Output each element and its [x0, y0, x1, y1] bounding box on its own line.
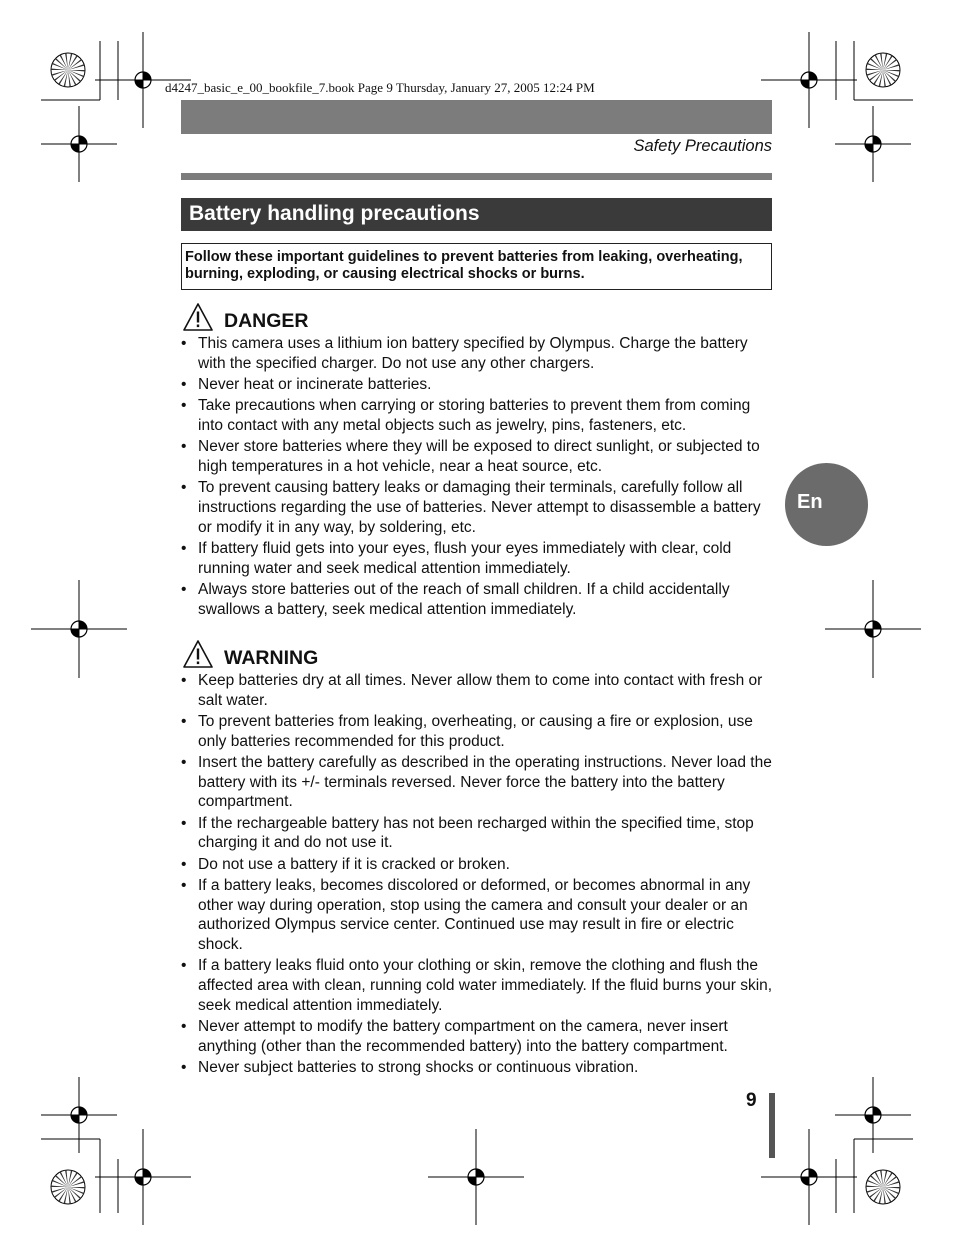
danger-list-item: [181, 396, 777, 435]
intro-box: [181, 243, 772, 290]
registration-mark: [873, 136, 881, 144]
warning-list-item: [181, 671, 777, 710]
danger-list-item: [181, 375, 777, 395]
warning-list-item: [181, 814, 777, 853]
warning-item-text: If a battery leaks fluid onto your clothing or skin, remove the clothing and flush the affected area with clean, running cold water immediately. If the fluid burns your skin, seek medical attention immediately.: [198, 957, 773, 1014]
bullet: •: [181, 438, 187, 456]
registration-mark: [476, 1169, 484, 1177]
language-tab-label: En: [797, 491, 823, 513]
bullet: •: [181, 397, 187, 415]
page-title: Battery handling precautions: [189, 202, 480, 225]
bullet: •: [181, 1059, 187, 1077]
warning-list-item: [181, 876, 777, 955]
registration-mark: [135, 1177, 143, 1185]
section-name: Safety Precautions: [633, 137, 772, 155]
bullet: •: [181, 335, 187, 352]
danger-list: [181, 334, 777, 621]
registration-mark: [873, 1107, 881, 1115]
registration-mark: [865, 1115, 873, 1123]
warning-item-text: If a battery leaks, becomes discolored or deformed, or becomes abnormal in any other way during operation, stop using the camera and consult your dealer or an authorized Olympus service center. Continued use may result in fire or electric shock.: [198, 877, 751, 954]
danger-list-item: [181, 539, 777, 578]
bullet: •: [181, 479, 187, 497]
registration-mark: [79, 136, 87, 144]
divider-bar: [181, 173, 772, 180]
page-number: 9: [746, 1090, 757, 1111]
warning-list-item: [181, 855, 777, 875]
warning-item-text: To prevent batteries from leaking, overheating, or causing a fire or explosion, use only batteries recommended for this product.: [198, 713, 753, 750]
warning-item-text: Never subject batteries to strong shocks or continuous vibration.: [198, 1059, 639, 1077]
registration-mark: [468, 1177, 476, 1185]
bullet: •: [181, 855, 187, 873]
registration-mark: [71, 629, 79, 637]
registration-mark: [801, 1177, 809, 1185]
language-tab: [785, 463, 868, 546]
warning-list-item: [181, 1017, 777, 1056]
registration-mark: [135, 80, 143, 88]
page-title-bar: [181, 198, 772, 231]
registration-mark: [71, 1115, 79, 1123]
registration-mark: [79, 621, 87, 629]
bullet: •: [181, 540, 187, 557]
intro-text: Follow these important guidelines to prevent batteries from leaking, overheating, burning, exploding, or causing electrical shocks or burns.: [185, 249, 743, 282]
warning-item-text: Never attempt to modify the battery compartment on the camera, never insert anything (other than the recommended battery) into the battery compartment.: [198, 1018, 728, 1055]
warning-list-item: [181, 753, 777, 812]
warning-item-text: Keep batteries dry at all times. Never allow them to come into contact with fresh or salt water.: [198, 672, 763, 709]
warning-item-text: If the rechargeable battery has not been recharged within the specified time, stop charging it and do not use it.: [198, 814, 754, 852]
warning-list-item: [181, 712, 777, 751]
registration-mark: [809, 1169, 817, 1177]
danger-item-text: This camera uses a lithium ion battery specified by Olympus. Charge the battery with the specified charger. Do not use any other chargers.: [198, 335, 748, 372]
bullet: •: [181, 754, 187, 771]
bullet: •: [181, 814, 187, 832]
bullet: •: [181, 713, 187, 730]
page-number-bar: [769, 1093, 775, 1158]
book-file-info: d4247_basic_e_00_bookfile_7.book Page 9 Thursday, January 27, 2005 12:24 PM: [165, 80, 595, 95]
registration-mark: [71, 144, 79, 152]
bullet: •: [181, 877, 187, 894]
registration-mark: [809, 72, 817, 80]
warning-list-item: [181, 956, 777, 1015]
warning-item-text: Insert the battery carefully as described in the operating instructions. Never load the battery with its +/- terminals reversed. Never force the battery into the battery compartment.: [198, 754, 772, 811]
warning-label: WARNING: [224, 647, 319, 669]
bullet: •: [181, 957, 187, 975]
registration-mark: [143, 1169, 151, 1177]
danger-list-item: [181, 580, 777, 619]
bullet: •: [181, 581, 187, 598]
warning-list: [181, 671, 777, 1079]
danger-item-text: Never heat or incinerate batteries.: [198, 376, 432, 393]
danger-item-text: Take precautions when carrying or storing batteries to prevent them from coming into contact with any metal objects such as jewelry, pins, fasteners, etc.: [198, 397, 751, 434]
danger-list-item: [181, 334, 777, 373]
registration-mark: [143, 72, 151, 80]
bullet: •: [181, 1018, 187, 1036]
danger-item-text: Never store batteries where they will be exposed to direct sunlight, or subjected to high temperatures in a hot vehicle, near a heat source, etc.: [198, 438, 760, 475]
warning-list-item: [181, 1058, 777, 1078]
bullet: •: [181, 672, 187, 689]
danger-list-item: [181, 437, 777, 476]
registration-mark: [873, 621, 881, 629]
danger-item-text: Always store batteries out of the reach of small children. If a child accidentally swallows a battery, seek medical attention immediately.: [198, 581, 730, 618]
danger-item-text: If battery fluid gets into your eyes, flush your eyes immediately with clear, cold running water and seek medical attention immediately.: [198, 540, 732, 577]
registration-mark: [865, 629, 873, 637]
registration-mark: [801, 80, 809, 88]
registration-mark: [865, 144, 873, 152]
warning-triangle-icon: [183, 640, 213, 668]
bullet: •: [181, 376, 187, 393]
danger-label: DANGER: [224, 310, 309, 332]
registration-mark: [79, 1107, 87, 1115]
danger-list-item: [181, 478, 777, 537]
header-bar: [181, 100, 772, 134]
danger-item-text: To prevent causing battery leaks or damaging their terminals, carefully follow all instructions regarding the use of batteries. Never attempt to disassemble a battery or modify it in any way, by soldering, etc.: [198, 479, 761, 536]
warning-item-text: Do not use a battery if it is cracked or broken.: [198, 855, 510, 873]
warning-triangle-icon: [183, 303, 213, 331]
